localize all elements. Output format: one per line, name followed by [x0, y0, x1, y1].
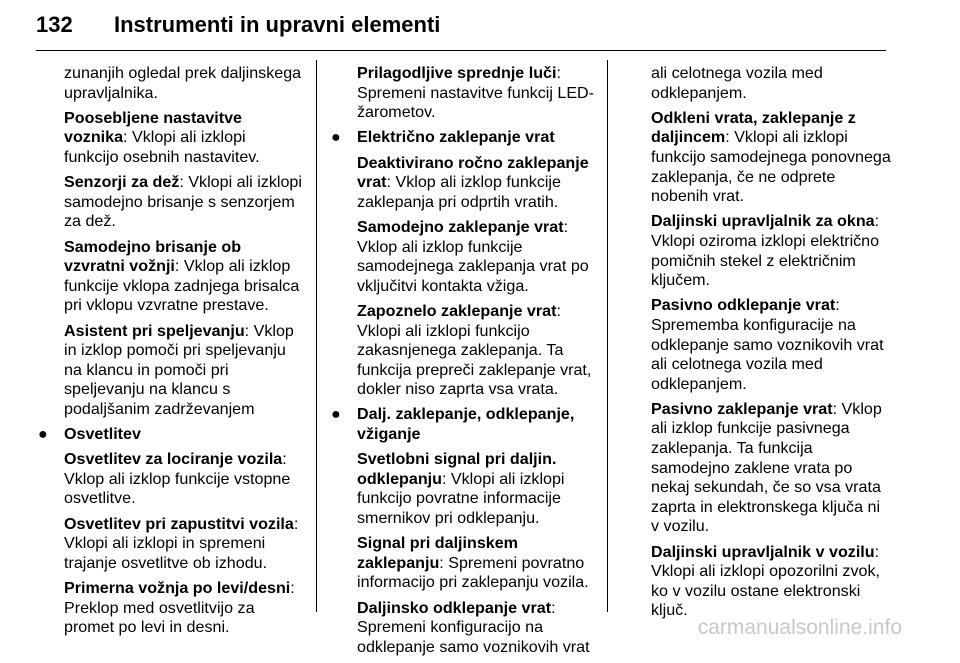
column-1	[38, 64, 304, 643]
paragraph	[357, 64, 597, 123]
paragraph	[357, 302, 597, 400]
term: Samodejno brisanje ob vzvratni vožnji	[64, 237, 242, 276]
description: : Spremeni konfiguracijo na odklepanje samo voznikovih vrat	[357, 598, 590, 656]
description: : Vklop ali izklop funkcije vstopne osvetlitve.	[64, 450, 291, 508]
description: : Vklopi ali izklopi funkcijo zakasnjenega zaklepanja. Ta funkcija prepreči zaklepanje vrat, dokler niso zaprta vsa vrata.	[357, 301, 592, 399]
term: Asistent pri speljevanju	[64, 321, 245, 340]
paragraph	[64, 579, 304, 638]
term: Primerna vožnja po levi/desni	[64, 579, 291, 597]
paragraph	[64, 322, 304, 420]
bullet-heading	[331, 128, 597, 148]
description: : Vklopi ali izklopi opozorilni zvok, ko v vozilu ostane elektronski ključ.	[651, 542, 880, 620]
term: Daljinsko odklepanje vrat	[357, 598, 552, 617]
term: Pasivno odklepanje vrat	[651, 296, 836, 315]
term: Prilagodljive sprednje luči	[357, 64, 557, 82]
page-header	[36, 4, 886, 51]
bullet-text: Električno zaklepanje vrat	[357, 128, 555, 147]
paragraph	[651, 296, 891, 394]
term: Osvetlitev za lociranje vozila	[64, 450, 283, 469]
bullet-icon: ●	[331, 405, 341, 424]
description: : Vklop ali izklop funkcije zaklepanja pri odprtih vratih.	[357, 173, 561, 211]
term: Svetlobni signal pri daljin. odklepanju	[357, 450, 557, 488]
description: : Vklopi ali izklopi funkcijo samodejnega ponovnega zaklepanja, če ne odprete nobenih vrat.	[651, 128, 891, 206]
description: : Vklop ali izklop funkcije pasivnega zaklepanja. Ta funkcija samodejno zaklene vrata po nekaj sekundah, če so vsa vrata zaprta in elektronskega ključa ni v vozilu.	[651, 399, 882, 536]
description: : Spremeni povratno informacijo pri zaklepanju vozila.	[357, 553, 589, 592]
term: Zapoznelo zaklepanje vrat	[357, 301, 557, 320]
term: Pasivno zaklepanje vrat	[651, 399, 833, 418]
column-2	[331, 64, 597, 663]
term: Signal pri daljinskem zaklepanju	[357, 534, 518, 572]
description: : Vklopi ali izklopi funkcijo osebnih nastavitev.	[64, 128, 260, 166]
term: Osvetlitev pri zapustitvi vozila	[64, 514, 294, 533]
term: Poosebljene nastavitve voznika	[64, 108, 242, 147]
paragraph	[64, 515, 304, 574]
column-3	[651, 64, 891, 627]
column-divider	[607, 60, 608, 612]
bullet-icon: ●	[38, 425, 48, 444]
paragraph	[651, 109, 891, 207]
bullet-heading	[38, 425, 304, 445]
paragraph	[651, 543, 891, 621]
description: : Vklopi ali izklopi in spremeni trajanje osvetlitve ob izhodu.	[64, 514, 299, 572]
paragraph: zunanjih ogledal prek daljinskega upravljalnika.	[64, 64, 302, 102]
description: : Vklop ali izklop funkcije vklopa zadnjega brisalca pri vklopu vzvratne prestave.	[64, 257, 300, 315]
page-number: 132	[36, 12, 73, 37]
term: Samodejno zaklepanje vrat	[357, 217, 564, 236]
paragraph	[651, 212, 891, 290]
paragraph	[357, 218, 597, 296]
paragraph	[357, 154, 597, 213]
term: Daljinski upravljalnik za okna	[651, 212, 875, 231]
bullet-text: Osvetlitev	[64, 425, 141, 444]
paragraph	[64, 109, 304, 168]
description: : Vklopi oziroma izklopi električno pomičnih stekel z električnim ključem.	[651, 212, 880, 290]
watermark: carmanualsonline.info	[697, 616, 902, 639]
paragraph: ali celotnega vozila med odklepanjem.	[651, 64, 823, 102]
paragraph	[64, 450, 304, 509]
paragraph	[357, 534, 597, 593]
description: : Vklop ali izklop funkcije samodejnega zaklepanja vrat po vključitvi kontakta vžiga.	[357, 217, 589, 295]
paragraph	[651, 400, 891, 537]
column-divider	[316, 60, 317, 612]
term: Odkleni vrata, zaklepanje z daljincem	[651, 108, 856, 147]
description: : Preklop med osvetlitvijo za promet po levi in desni.	[64, 579, 295, 637]
description: : Vklopi ali izklopi samodejno brisanje s senzorjem za dež.	[64, 173, 302, 231]
paragraph	[357, 450, 597, 528]
bullet-heading	[331, 405, 597, 444]
description: : Vklop in izklop pomoči pri speljevanju na klancu in pomoči pri speljevanju na klancu s podaljšanim zadrževanjem	[64, 321, 294, 418]
paragraph	[357, 599, 597, 658]
description: : Vklopi ali izklopi funkcijo povratne informacije smernikov pri odklepanju.	[357, 469, 565, 528]
description: : Spremeni nastavitve funkcij LED-žarometov.	[357, 64, 595, 122]
term: Senzorji za dež	[64, 173, 180, 192]
term: Daljinski upravljalnik v vozilu	[651, 542, 875, 561]
bullet-text: Dalj. zaklepanje, odklepanje, vžiganje	[357, 405, 575, 444]
term: Deaktivirano ročno zaklepanje vrat	[357, 153, 589, 192]
bullet-icon: ●	[331, 128, 341, 147]
paragraph	[64, 173, 304, 232]
page-title: Instrumenti in upravni elementi	[114, 12, 441, 37]
paragraph	[64, 238, 304, 316]
description: : Sprememba konfiguracije na odklepanje samo voznikovih vrat ali celotnega vozila med odklepanjem.	[651, 296, 884, 393]
